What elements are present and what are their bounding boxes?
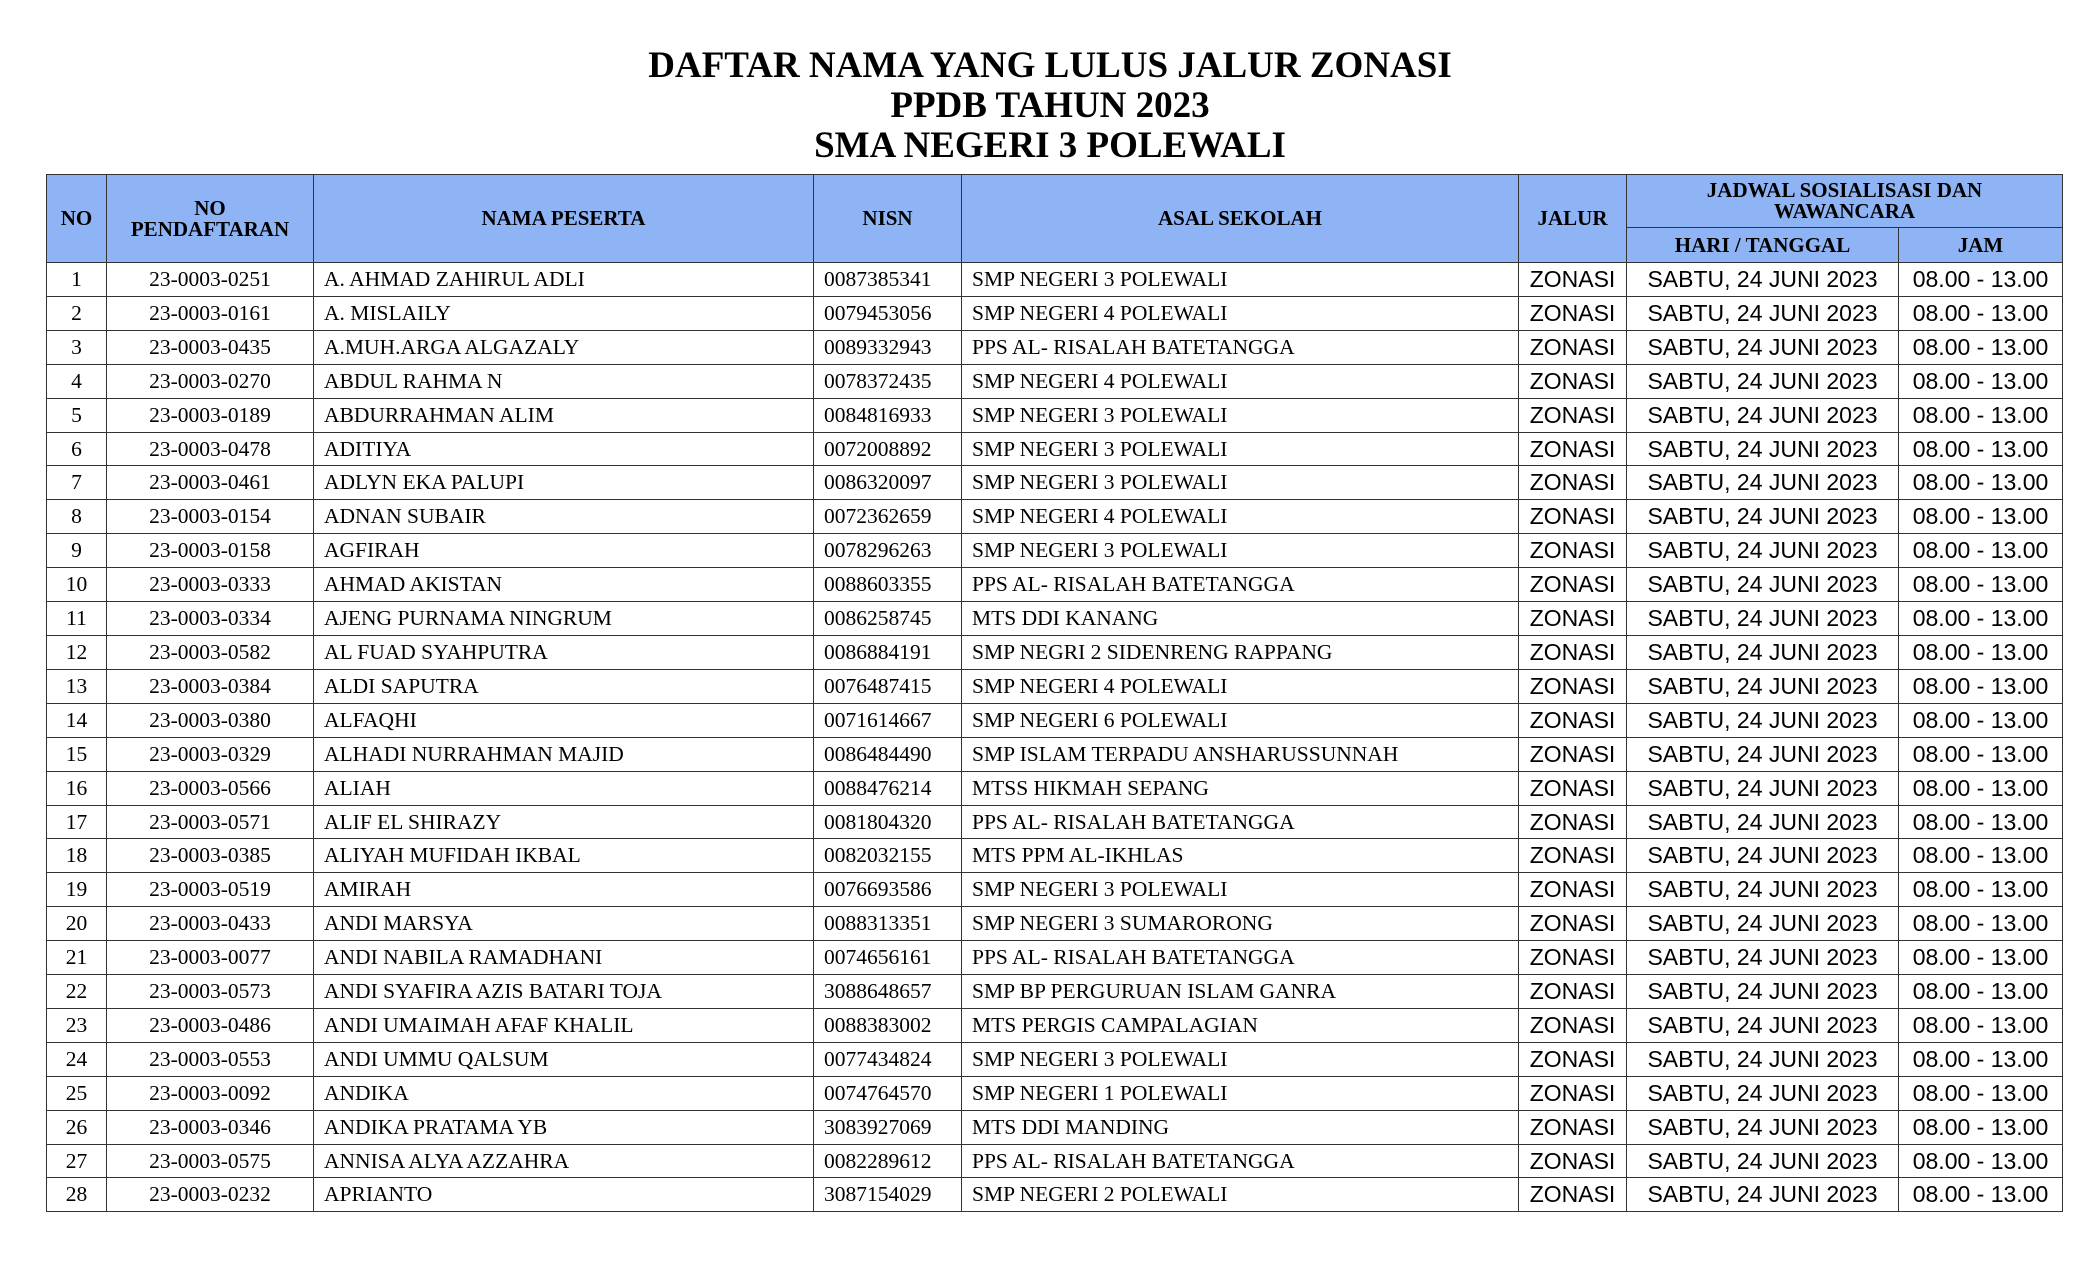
table-row bbox=[47, 432, 2063, 466]
cell-nama-peserta: ANDIKA bbox=[314, 1076, 814, 1110]
cell-jalur: ZONASI bbox=[1519, 1008, 1627, 1042]
cell-hari-tanggal: SABTU, 24 JUNI 2023 bbox=[1627, 398, 1899, 432]
cell-no: 16 bbox=[47, 771, 107, 805]
cell-jam: 08.00 - 13.00 bbox=[1899, 364, 2063, 398]
cell-asal-sekolah: PPS AL- RISALAH BATETANGGA bbox=[962, 330, 1519, 364]
cell-no-pendaftaran: 23-0003-0077 bbox=[107, 941, 314, 975]
cell-asal-sekolah: MTSS HIKMAH SEPANG bbox=[962, 771, 1519, 805]
cell-jalur: ZONASI bbox=[1519, 873, 1627, 907]
cell-hari-tanggal: SABTU, 24 JUNI 2023 bbox=[1627, 975, 1899, 1009]
cell-hari-tanggal: SABTU, 24 JUNI 2023 bbox=[1627, 1144, 1899, 1178]
table-row bbox=[47, 771, 2063, 805]
cell-no: 28 bbox=[47, 1178, 107, 1212]
cell-asal-sekolah: SMP NEGERI 3 POLEWALI bbox=[962, 873, 1519, 907]
cell-asal-sekolah: SMP NEGERI 4 POLEWALI bbox=[962, 296, 1519, 330]
header-no-pendaftaran bbox=[107, 175, 314, 263]
cell-jalur: ZONASI bbox=[1519, 975, 1627, 1009]
cell-nama-peserta: ABDURRAHMAN ALIM bbox=[314, 398, 814, 432]
cell-asal-sekolah: PPS AL- RISALAH BATETANGGA bbox=[962, 805, 1519, 839]
cell-asal-sekolah: SMP NEGERI 3 POLEWALI bbox=[962, 263, 1519, 297]
cell-nisn: 0086320097 bbox=[814, 466, 962, 500]
cell-nisn: 0082032155 bbox=[814, 839, 962, 873]
cell-jam: 08.00 - 13.00 bbox=[1899, 432, 2063, 466]
table-row bbox=[47, 364, 2063, 398]
cell-nama-peserta: ALFAQHI bbox=[314, 703, 814, 737]
cell-hari-tanggal: SABTU, 24 JUNI 2023 bbox=[1627, 296, 1899, 330]
cell-nama-peserta: ALIYAH MUFIDAH IKBAL bbox=[314, 839, 814, 873]
cell-nisn: 0084816933 bbox=[814, 398, 962, 432]
cell-jalur: ZONASI bbox=[1519, 703, 1627, 737]
cell-no-pendaftaran: 23-0003-0384 bbox=[107, 669, 314, 703]
cell-jalur: ZONASI bbox=[1519, 839, 1627, 873]
cell-no-pendaftaran: 23-0003-0478 bbox=[107, 432, 314, 466]
cell-jam: 08.00 - 13.00 bbox=[1899, 737, 2063, 771]
cell-no-pendaftaran: 23-0003-0158 bbox=[107, 534, 314, 568]
cell-no-pendaftaran: 23-0003-0566 bbox=[107, 771, 314, 805]
cell-no-pendaftaran: 23-0003-0334 bbox=[107, 602, 314, 636]
cell-jam: 08.00 - 13.00 bbox=[1899, 534, 2063, 568]
cell-nisn: 0081804320 bbox=[814, 805, 962, 839]
cell-asal-sekolah: MTS PPM AL-IKHLAS bbox=[962, 839, 1519, 873]
cell-jalur: ZONASI bbox=[1519, 602, 1627, 636]
cell-asal-sekolah: MTS DDI MANDING bbox=[962, 1110, 1519, 1144]
cell-hari-tanggal: SABTU, 24 JUNI 2023 bbox=[1627, 737, 1899, 771]
cell-no-pendaftaran: 23-0003-0251 bbox=[107, 263, 314, 297]
cell-hari-tanggal: SABTU, 24 JUNI 2023 bbox=[1627, 466, 1899, 500]
cell-nama-peserta: ANDI SYAFIRA AZIS BATARI TOJA bbox=[314, 975, 814, 1009]
cell-jam: 08.00 - 13.00 bbox=[1899, 1144, 2063, 1178]
cell-jalur: ZONASI bbox=[1519, 500, 1627, 534]
cell-hari-tanggal: SABTU, 24 JUNI 2023 bbox=[1627, 669, 1899, 703]
cell-no-pendaftaran: 23-0003-0189 bbox=[107, 398, 314, 432]
cell-jam: 08.00 - 13.00 bbox=[1899, 263, 2063, 297]
cell-no: 21 bbox=[47, 941, 107, 975]
cell-no: 8 bbox=[47, 500, 107, 534]
cell-asal-sekolah: SMP NEGERI 1 POLEWALI bbox=[962, 1076, 1519, 1110]
cell-asal-sekolah: MTS PERGIS CAMPALAGIAN bbox=[962, 1008, 1519, 1042]
cell-no-pendaftaran: 23-0003-0461 bbox=[107, 466, 314, 500]
cell-nama-peserta: ANDI UMMU QALSUM bbox=[314, 1042, 814, 1076]
header-no-pendaftaran-line1: NO bbox=[194, 195, 226, 220]
cell-no-pendaftaran: 23-0003-0433 bbox=[107, 907, 314, 941]
cell-jam: 08.00 - 13.00 bbox=[1899, 805, 2063, 839]
cell-no-pendaftaran: 23-0003-0333 bbox=[107, 568, 314, 602]
cell-jam: 08.00 - 13.00 bbox=[1899, 975, 2063, 1009]
cell-hari-tanggal: SABTU, 24 JUNI 2023 bbox=[1627, 568, 1899, 602]
cell-asal-sekolah: SMP NEGERI 4 POLEWALI bbox=[962, 669, 1519, 703]
cell-no: 1 bbox=[47, 263, 107, 297]
cell-no-pendaftaran: 23-0003-0161 bbox=[107, 296, 314, 330]
cell-no: 25 bbox=[47, 1076, 107, 1110]
cell-jam: 08.00 - 13.00 bbox=[1899, 1076, 2063, 1110]
cell-no: 10 bbox=[47, 568, 107, 602]
header-jadwal-line2: WAWANCARA bbox=[1773, 199, 1916, 223]
cell-nisn: 0072362659 bbox=[814, 500, 962, 534]
cell-no-pendaftaran: 23-0003-0582 bbox=[107, 635, 314, 669]
cell-jalur: ZONASI bbox=[1519, 907, 1627, 941]
table-row bbox=[47, 907, 2063, 941]
cell-jalur: ZONASI bbox=[1519, 1076, 1627, 1110]
cell-no-pendaftaran: 23-0003-0385 bbox=[107, 839, 314, 873]
cell-asal-sekolah: PPS AL- RISALAH BATETANGGA bbox=[962, 941, 1519, 975]
cell-no-pendaftaran: 23-0003-0346 bbox=[107, 1110, 314, 1144]
cell-jam: 08.00 - 13.00 bbox=[1899, 1110, 2063, 1144]
table-row bbox=[47, 1178, 2063, 1212]
cell-nisn: 0086884191 bbox=[814, 635, 962, 669]
cell-nama-peserta: AGFIRAH bbox=[314, 534, 814, 568]
cell-asal-sekolah: SMP NEGERI 3 POLEWALI bbox=[962, 534, 1519, 568]
cell-hari-tanggal: SABTU, 24 JUNI 2023 bbox=[1627, 1042, 1899, 1076]
cell-jam: 08.00 - 13.00 bbox=[1899, 466, 2063, 500]
cell-hari-tanggal: SABTU, 24 JUNI 2023 bbox=[1627, 839, 1899, 873]
table-row bbox=[47, 398, 2063, 432]
cell-nama-peserta: ADITIYA bbox=[314, 432, 814, 466]
cell-asal-sekolah: SMP NEGERI 3 SUMARORONG bbox=[962, 907, 1519, 941]
table-row bbox=[47, 839, 2063, 873]
header-no-pendaftaran-line2: PENDAFTARAN bbox=[130, 216, 290, 241]
cell-no: 19 bbox=[47, 873, 107, 907]
table-row bbox=[47, 873, 2063, 907]
cell-no: 4 bbox=[47, 364, 107, 398]
table-row bbox=[47, 1110, 2063, 1144]
cell-jam: 08.00 - 13.00 bbox=[1899, 839, 2063, 873]
cell-no: 3 bbox=[47, 330, 107, 364]
cell-nama-peserta: APRIANTO bbox=[314, 1178, 814, 1212]
cell-hari-tanggal: SABTU, 24 JUNI 2023 bbox=[1627, 330, 1899, 364]
cell-nisn: 3088648657 bbox=[814, 975, 962, 1009]
cell-asal-sekolah: SMP NEGRI 2 SIDENRENG RAPPANG bbox=[962, 635, 1519, 669]
cell-hari-tanggal: SABTU, 24 JUNI 2023 bbox=[1627, 1076, 1899, 1110]
cell-asal-sekolah: SMP NEGERI 2 POLEWALI bbox=[962, 1178, 1519, 1212]
cell-nama-peserta: AJENG PURNAMA NINGRUM bbox=[314, 602, 814, 636]
cell-nama-peserta: AHMAD AKISTAN bbox=[314, 568, 814, 602]
cell-no: 24 bbox=[47, 1042, 107, 1076]
cell-jalur: ZONASI bbox=[1519, 635, 1627, 669]
cell-nisn: 0076693586 bbox=[814, 873, 962, 907]
cell-jam: 08.00 - 13.00 bbox=[1899, 1178, 2063, 1212]
table-row bbox=[47, 602, 2063, 636]
cell-hari-tanggal: SABTU, 24 JUNI 2023 bbox=[1627, 703, 1899, 737]
cell-jalur: ZONASI bbox=[1519, 330, 1627, 364]
cell-asal-sekolah: SMP NEGERI 4 POLEWALI bbox=[962, 364, 1519, 398]
table-row bbox=[47, 500, 2063, 534]
table-row bbox=[47, 1144, 2063, 1178]
cell-nama-peserta: A. AHMAD ZAHIRUL ADLI bbox=[314, 263, 814, 297]
cell-hari-tanggal: SABTU, 24 JUNI 2023 bbox=[1627, 364, 1899, 398]
cell-hari-tanggal: SABTU, 24 JUNI 2023 bbox=[1627, 1178, 1899, 1212]
cell-no: 22 bbox=[47, 975, 107, 1009]
cell-jalur: ZONASI bbox=[1519, 669, 1627, 703]
cell-nisn: 0086484490 bbox=[814, 737, 962, 771]
cell-jam: 08.00 - 13.00 bbox=[1899, 941, 2063, 975]
cell-no: 18 bbox=[47, 839, 107, 873]
cell-hari-tanggal: SABTU, 24 JUNI 2023 bbox=[1627, 534, 1899, 568]
table-row bbox=[47, 805, 2063, 839]
cell-nisn: 0087385341 bbox=[814, 263, 962, 297]
cell-no: 17 bbox=[47, 805, 107, 839]
cell-nama-peserta: ALIAH bbox=[314, 771, 814, 805]
cell-asal-sekolah: SMP BP PERGURUAN ISLAM GANRA bbox=[962, 975, 1519, 1009]
table-row bbox=[47, 568, 2063, 602]
document-title bbox=[0, 46, 2100, 166]
cell-asal-sekolah: PPS AL- RISALAH BATETANGGA bbox=[962, 568, 1519, 602]
table-row bbox=[47, 263, 2063, 297]
cell-jam: 08.00 - 13.00 bbox=[1899, 1042, 2063, 1076]
cell-jam: 08.00 - 13.00 bbox=[1899, 873, 2063, 907]
cell-no: 14 bbox=[47, 703, 107, 737]
cell-hari-tanggal: SABTU, 24 JUNI 2023 bbox=[1627, 500, 1899, 534]
header-jadwal-line1: JADWAL SOSIALISASI DAN bbox=[1706, 178, 1983, 202]
title-line-2: PPDB TAHUN 2023 bbox=[890, 85, 1210, 126]
table-row bbox=[47, 941, 2063, 975]
cell-nisn: 0088603355 bbox=[814, 568, 962, 602]
cell-no: 15 bbox=[47, 737, 107, 771]
cell-no-pendaftaran: 23-0003-0573 bbox=[107, 975, 314, 1009]
table-row bbox=[47, 975, 2063, 1009]
cell-nama-peserta: A. MISLAILY bbox=[314, 296, 814, 330]
cell-nama-peserta: AMIRAH bbox=[314, 873, 814, 907]
cell-jalur: ZONASI bbox=[1519, 771, 1627, 805]
cell-nisn: 0089332943 bbox=[814, 330, 962, 364]
cell-no-pendaftaran: 23-0003-0380 bbox=[107, 703, 314, 737]
cell-hari-tanggal: SABTU, 24 JUNI 2023 bbox=[1627, 1008, 1899, 1042]
cell-no: 6 bbox=[47, 432, 107, 466]
table-row bbox=[47, 737, 2063, 771]
cell-nisn: 0079453056 bbox=[814, 296, 962, 330]
cell-no-pendaftaran: 23-0003-0092 bbox=[107, 1076, 314, 1110]
cell-jalur: ZONASI bbox=[1519, 805, 1627, 839]
table-row bbox=[47, 296, 2063, 330]
cell-no: 20 bbox=[47, 907, 107, 941]
cell-jam: 08.00 - 13.00 bbox=[1899, 1008, 2063, 1042]
cell-asal-sekolah: SMP NEGERI 4 POLEWALI bbox=[962, 500, 1519, 534]
cell-nama-peserta: ADLYN EKA PALUPI bbox=[314, 466, 814, 500]
cell-no-pendaftaran: 23-0003-0154 bbox=[107, 500, 314, 534]
cell-nisn: 0078296263 bbox=[814, 534, 962, 568]
cell-no: 11 bbox=[47, 602, 107, 636]
cell-jam: 08.00 - 13.00 bbox=[1899, 771, 2063, 805]
cell-nama-peserta: ANDIKA PRATAMA YB bbox=[314, 1110, 814, 1144]
cell-nisn: 0086258745 bbox=[814, 602, 962, 636]
cell-nama-peserta: ADNAN SUBAIR bbox=[314, 500, 814, 534]
cell-jalur: ZONASI bbox=[1519, 737, 1627, 771]
header-jadwal bbox=[1627, 175, 2063, 228]
cell-no: 26 bbox=[47, 1110, 107, 1144]
cell-no: 7 bbox=[47, 466, 107, 500]
cell-nisn: 0074656161 bbox=[814, 941, 962, 975]
cell-nama-peserta: A.MUH.ARGA ALGAZALY bbox=[314, 330, 814, 364]
cell-asal-sekolah: SMP NEGERI 3 POLEWALI bbox=[962, 466, 1519, 500]
cell-jalur: ZONASI bbox=[1519, 1178, 1627, 1212]
cell-no: 5 bbox=[47, 398, 107, 432]
cell-jalur: ZONASI bbox=[1519, 432, 1627, 466]
cell-asal-sekolah: PPS AL- RISALAH BATETANGGA bbox=[962, 1144, 1519, 1178]
title-line-3: SMA NEGERI 3 POLEWALI bbox=[814, 125, 1286, 166]
results-table bbox=[46, 174, 2063, 1212]
cell-no-pendaftaran: 23-0003-0553 bbox=[107, 1042, 314, 1076]
cell-no: 23 bbox=[47, 1008, 107, 1042]
table-row bbox=[47, 466, 2063, 500]
table-row bbox=[47, 1076, 2063, 1110]
header-nisn: NISN bbox=[814, 175, 962, 263]
cell-nisn: 3087154029 bbox=[814, 1178, 962, 1212]
cell-nama-peserta: ALDI SAPUTRA bbox=[314, 669, 814, 703]
title-line-1: DAFTAR NAMA YANG LULUS JALUR ZONASI bbox=[648, 45, 1452, 86]
cell-hari-tanggal: SABTU, 24 JUNI 2023 bbox=[1627, 907, 1899, 941]
cell-nama-peserta: AL FUAD SYAHPUTRA bbox=[314, 635, 814, 669]
header-no: NO bbox=[47, 175, 107, 263]
cell-jam: 08.00 - 13.00 bbox=[1899, 703, 2063, 737]
cell-jalur: ZONASI bbox=[1519, 941, 1627, 975]
header-nama-peserta: NAMA PESERTA bbox=[314, 175, 814, 263]
cell-jalur: ZONASI bbox=[1519, 466, 1627, 500]
cell-nisn: 0078372435 bbox=[814, 364, 962, 398]
cell-nisn: 3083927069 bbox=[814, 1110, 962, 1144]
cell-nisn: 0074764570 bbox=[814, 1076, 962, 1110]
table-body bbox=[47, 263, 2063, 1212]
cell-no-pendaftaran: 23-0003-0329 bbox=[107, 737, 314, 771]
cell-hari-tanggal: SABTU, 24 JUNI 2023 bbox=[1627, 432, 1899, 466]
cell-nama-peserta: ALHADI NURRAHMAN MAJID bbox=[314, 737, 814, 771]
header-jam: JAM bbox=[1899, 228, 2063, 263]
cell-hari-tanggal: SABTU, 24 JUNI 2023 bbox=[1627, 941, 1899, 975]
cell-no-pendaftaran: 23-0003-0435 bbox=[107, 330, 314, 364]
table-row bbox=[47, 703, 2063, 737]
cell-nama-peserta: ALIF EL SHIRAZY bbox=[314, 805, 814, 839]
cell-no: 9 bbox=[47, 534, 107, 568]
table-row bbox=[47, 635, 2063, 669]
cell-nisn: 0088383002 bbox=[814, 1008, 962, 1042]
cell-jam: 08.00 - 13.00 bbox=[1899, 568, 2063, 602]
cell-asal-sekolah: SMP NEGERI 3 POLEWALI bbox=[962, 1042, 1519, 1076]
cell-hari-tanggal: SABTU, 24 JUNI 2023 bbox=[1627, 263, 1899, 297]
cell-jam: 08.00 - 13.00 bbox=[1899, 602, 2063, 636]
cell-no-pendaftaran: 23-0003-0519 bbox=[107, 873, 314, 907]
cell-hari-tanggal: SABTU, 24 JUNI 2023 bbox=[1627, 771, 1899, 805]
cell-nisn: 0076487415 bbox=[814, 669, 962, 703]
cell-nama-peserta: ANNISA ALYA AZZAHRA bbox=[314, 1144, 814, 1178]
cell-nisn: 0088313351 bbox=[814, 907, 962, 941]
header-hari-tanggal: HARI / TANGGAL bbox=[1627, 228, 1899, 263]
header-jalur: JALUR bbox=[1519, 175, 1627, 263]
cell-jalur: ZONASI bbox=[1519, 568, 1627, 602]
cell-jalur: ZONASI bbox=[1519, 263, 1627, 297]
cell-asal-sekolah: SMP NEGERI 3 POLEWALI bbox=[962, 432, 1519, 466]
cell-asal-sekolah: SMP ISLAM TERPADU ANSHARUSSUNNAH bbox=[962, 737, 1519, 771]
cell-asal-sekolah: SMP NEGERI 3 POLEWALI bbox=[962, 398, 1519, 432]
cell-jalur: ZONASI bbox=[1519, 364, 1627, 398]
cell-hari-tanggal: SABTU, 24 JUNI 2023 bbox=[1627, 873, 1899, 907]
cell-nisn: 0071614667 bbox=[814, 703, 962, 737]
cell-nama-peserta: ABDUL RAHMA N bbox=[314, 364, 814, 398]
cell-no: 12 bbox=[47, 635, 107, 669]
cell-asal-sekolah: MTS DDI KANANG bbox=[962, 602, 1519, 636]
cell-jalur: ZONASI bbox=[1519, 296, 1627, 330]
cell-jalur: ZONASI bbox=[1519, 1042, 1627, 1076]
cell-nama-peserta: ANDI UMAIMAH AFAF KHALIL bbox=[314, 1008, 814, 1042]
cell-jalur: ZONASI bbox=[1519, 398, 1627, 432]
cell-no-pendaftaran: 23-0003-0571 bbox=[107, 805, 314, 839]
cell-nisn: 0088476214 bbox=[814, 771, 962, 805]
cell-jalur: ZONASI bbox=[1519, 1110, 1627, 1144]
table-row bbox=[47, 1008, 2063, 1042]
cell-jam: 08.00 - 13.00 bbox=[1899, 296, 2063, 330]
table-row bbox=[47, 669, 2063, 703]
table-row bbox=[47, 330, 2063, 364]
cell-jam: 08.00 - 13.00 bbox=[1899, 500, 2063, 534]
header-asal-sekolah: ASAL SEKOLAH bbox=[962, 175, 1519, 263]
cell-no-pendaftaran: 23-0003-0486 bbox=[107, 1008, 314, 1042]
cell-nama-peserta: ANDI MARSYA bbox=[314, 907, 814, 941]
cell-no-pendaftaran: 23-0003-0575 bbox=[107, 1144, 314, 1178]
table-row bbox=[47, 1042, 2063, 1076]
cell-no-pendaftaran: 23-0003-0270 bbox=[107, 364, 314, 398]
cell-no-pendaftaran: 23-0003-0232 bbox=[107, 1178, 314, 1212]
cell-nama-peserta: ANDI NABILA RAMADHANI bbox=[314, 941, 814, 975]
cell-hari-tanggal: SABTU, 24 JUNI 2023 bbox=[1627, 805, 1899, 839]
cell-asal-sekolah: SMP NEGERI 6 POLEWALI bbox=[962, 703, 1519, 737]
cell-nisn: 0072008892 bbox=[814, 432, 962, 466]
cell-jam: 08.00 - 13.00 bbox=[1899, 907, 2063, 941]
cell-jam: 08.00 - 13.00 bbox=[1899, 330, 2063, 364]
cell-no: 2 bbox=[47, 296, 107, 330]
table-row bbox=[47, 534, 2063, 568]
cell-hari-tanggal: SABTU, 24 JUNI 2023 bbox=[1627, 635, 1899, 669]
cell-jam: 08.00 - 13.00 bbox=[1899, 398, 2063, 432]
table-header bbox=[47, 175, 2063, 263]
cell-jalur: ZONASI bbox=[1519, 1144, 1627, 1178]
cell-hari-tanggal: SABTU, 24 JUNI 2023 bbox=[1627, 1110, 1899, 1144]
cell-no: 13 bbox=[47, 669, 107, 703]
cell-nisn: 0077434824 bbox=[814, 1042, 962, 1076]
cell-nisn: 0082289612 bbox=[814, 1144, 962, 1178]
cell-jam: 08.00 - 13.00 bbox=[1899, 635, 2063, 669]
cell-hari-tanggal: SABTU, 24 JUNI 2023 bbox=[1627, 602, 1899, 636]
cell-jam: 08.00 - 13.00 bbox=[1899, 669, 2063, 703]
cell-jalur: ZONASI bbox=[1519, 534, 1627, 568]
cell-no: 27 bbox=[47, 1144, 107, 1178]
